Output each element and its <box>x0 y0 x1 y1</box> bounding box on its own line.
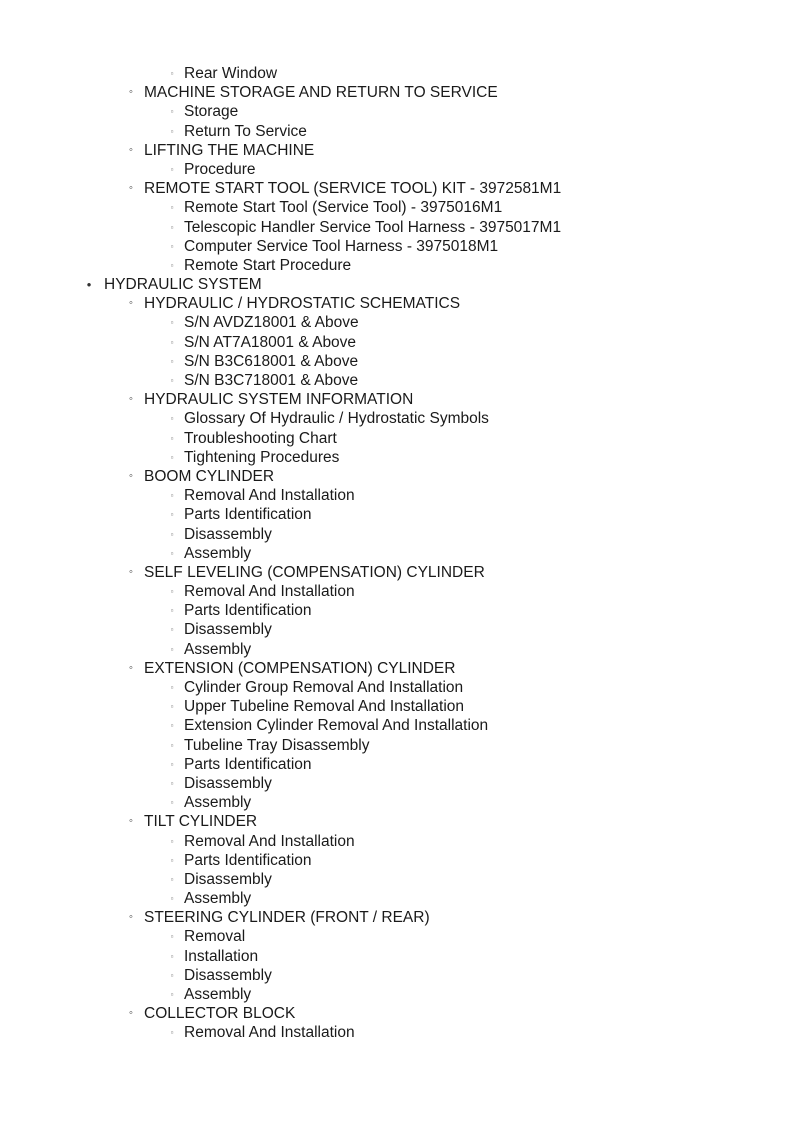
item-label: Remote Start Tool (Service Tool) - 3975016M1 <box>184 199 503 217</box>
item-label: Return To Service <box>184 122 307 140</box>
item-label: Disassembly <box>184 774 272 792</box>
subsection-heading <box>0 1004 794 1023</box>
item-label: Parts Identification <box>184 602 312 620</box>
subsection-heading <box>0 812 794 831</box>
item-label: Troubleshooting Chart <box>184 429 337 447</box>
square-bullet-icon: ▫ <box>170 548 174 558</box>
item-label: SELF LEVELING (COMPENSATION) CYLINDER <box>144 563 485 581</box>
list-item <box>0 966 794 985</box>
square-bullet-icon: ▫ <box>170 702 174 712</box>
list-item <box>0 678 794 697</box>
list-item <box>0 601 794 620</box>
square-bullet-icon: ▫ <box>170 740 174 750</box>
square-bullet-icon: ▫ <box>170 414 174 424</box>
list-item <box>0 832 794 851</box>
item-label: Removal And Installation <box>184 583 355 601</box>
section-heading <box>0 275 794 294</box>
list-item <box>0 774 794 793</box>
list-item <box>0 486 794 505</box>
list-item <box>0 371 794 390</box>
circle-bullet-icon: ◦ <box>129 182 133 195</box>
item-label: S/N AVDZ18001 & Above <box>184 314 359 332</box>
item-label: S/N AT7A18001 & Above <box>184 333 357 351</box>
item-label: LIFTING THE MACHINE <box>144 141 315 159</box>
square-bullet-icon: ▫ <box>170 222 174 232</box>
item-label: Procedure <box>184 160 256 178</box>
disc-bullet-icon: • <box>86 277 92 293</box>
square-bullet-icon: ▫ <box>170 433 174 443</box>
item-label: Removal <box>184 928 246 946</box>
item-label: Telescopic Handler Service Tool Harness - 3975017M1 <box>184 218 562 236</box>
square-bullet-icon: ▫ <box>170 836 174 846</box>
square-bullet-icon: ▫ <box>170 951 174 961</box>
list-item <box>0 429 794 448</box>
item-label: S/N B3C618001 & Above <box>184 352 359 370</box>
subsection-heading <box>0 390 794 409</box>
square-bullet-icon: ▫ <box>170 625 174 635</box>
list-item <box>0 1023 794 1042</box>
square-bullet-icon: ▫ <box>170 644 174 654</box>
item-label: COLLECTOR BLOCK <box>144 1005 296 1023</box>
square-bullet-icon: ▫ <box>170 778 174 788</box>
square-bullet-icon: ▫ <box>170 107 174 117</box>
item-label: Parts Identification <box>184 851 312 869</box>
item-label: MACHINE STORAGE AND RETURN TO SERVICE <box>144 84 498 102</box>
list-item <box>0 352 794 371</box>
square-bullet-icon: ▫ <box>170 318 174 328</box>
list-item <box>0 448 794 467</box>
subsection-heading <box>0 294 794 313</box>
subsection-heading <box>0 141 794 160</box>
item-label: Glossary Of Hydraulic / Hydrostatic Symbols <box>184 410 489 428</box>
item-label: Removal And Installation <box>184 832 355 850</box>
item-label: Installation <box>184 947 259 965</box>
subsection-heading <box>0 563 794 582</box>
item-label: HYDRAULIC SYSTEM <box>104 276 262 294</box>
circle-bullet-icon: ◦ <box>129 297 133 310</box>
item-label: Assembly <box>184 544 252 562</box>
item-label: Storage <box>184 103 239 121</box>
square-bullet-icon: ▫ <box>170 510 174 520</box>
item-label: Rear Window <box>184 65 278 82</box>
square-bullet-icon: ▫ <box>170 260 174 270</box>
square-bullet-icon: ▫ <box>170 798 174 808</box>
square-bullet-icon: ▫ <box>170 69 174 78</box>
circle-bullet-icon: ◦ <box>129 143 133 156</box>
list-item <box>0 697 794 716</box>
square-bullet-icon: ▫ <box>170 874 174 884</box>
item-label: HYDRAULIC SYSTEM INFORMATION <box>144 391 414 409</box>
square-bullet-icon: ▫ <box>170 203 174 213</box>
circle-bullet-icon: ◦ <box>129 393 133 406</box>
list-item <box>0 218 794 237</box>
square-bullet-icon: ▫ <box>170 759 174 769</box>
item-label: Disassembly <box>184 966 272 984</box>
square-bullet-icon: ▫ <box>170 721 174 731</box>
list-item <box>0 102 794 121</box>
list-item <box>0 525 794 544</box>
list-item <box>0 736 794 755</box>
list-item <box>0 237 794 256</box>
item-label: Extension Cylinder Removal And Installation <box>184 717 489 735</box>
item-label: Assembly <box>184 986 252 1003</box>
list-item <box>0 716 794 735</box>
item-label: Removal And Installation <box>184 1024 355 1042</box>
square-bullet-icon: ▫ <box>170 491 174 501</box>
item-label: Tightening Procedures <box>184 448 340 466</box>
list-item <box>0 755 794 774</box>
square-bullet-icon: ▫ <box>170 337 174 347</box>
item-label: Assembly <box>184 640 252 658</box>
item-label: Tubeline Tray Disassembly <box>184 736 370 754</box>
list-item <box>0 947 794 966</box>
list-item <box>0 313 794 332</box>
list-item <box>0 198 794 217</box>
square-bullet-icon: ▫ <box>170 894 174 904</box>
item-label: TILT CYLINDER <box>144 813 258 831</box>
item-label: Computer Service Tool Harness - 3975018M1 <box>184 237 499 255</box>
item-label: STEERING CYLINDER (FRONT / REAR) <box>144 909 430 927</box>
subsection-heading <box>0 179 794 198</box>
item-label: Cylinder Group Removal And Installation <box>184 679 464 696</box>
list-item <box>0 889 794 908</box>
list-item <box>0 620 794 639</box>
list-item <box>0 985 794 1004</box>
circle-bullet-icon: ◦ <box>129 86 133 99</box>
list-item <box>0 64 794 83</box>
list-item <box>0 851 794 870</box>
list-item <box>0 870 794 889</box>
square-bullet-icon: ▫ <box>170 683 174 692</box>
circle-bullet-icon: ◦ <box>129 469 133 482</box>
item-label: HYDRAULIC / HYDROSTATIC SCHEMATICS <box>144 295 461 313</box>
item-label: Assembly <box>184 890 252 908</box>
square-bullet-icon: ▫ <box>170 529 174 539</box>
item-label: REMOTE START TOOL (SERVICE TOOL) KIT - 3972581M1 <box>144 180 562 198</box>
list-item <box>0 793 794 812</box>
square-bullet-icon: ▫ <box>170 970 174 980</box>
circle-bullet-icon: ◦ <box>129 661 133 674</box>
square-bullet-icon: ▫ <box>170 164 174 174</box>
item-label: Upper Tubeline Removal And Installation <box>184 698 465 716</box>
subsection-heading <box>0 908 794 927</box>
square-bullet-icon: ▫ <box>170 241 174 251</box>
item-label: Disassembly <box>184 525 272 543</box>
list-item <box>0 409 794 428</box>
item-label: Disassembly <box>184 870 272 888</box>
square-bullet-icon: ▫ <box>170 587 174 597</box>
square-bullet-icon: ▫ <box>170 1028 174 1038</box>
item-label: Parts Identification <box>184 506 312 524</box>
list-item <box>0 582 794 601</box>
item-label: BOOM CYLINDER <box>144 467 275 485</box>
item-label: S/N B3C718001 & Above <box>184 372 359 389</box>
square-bullet-icon: ▫ <box>170 855 174 865</box>
item-label: Parts Identification <box>184 755 312 773</box>
list-item <box>0 505 794 524</box>
table-of-contents <box>0 64 794 1043</box>
circle-bullet-icon: ◦ <box>129 911 133 924</box>
list-item <box>0 256 794 275</box>
square-bullet-icon: ▫ <box>170 990 174 999</box>
square-bullet-icon: ▫ <box>170 606 174 616</box>
item-label: Disassembly <box>184 621 272 639</box>
item-label: Remote Start Procedure <box>184 256 352 274</box>
square-bullet-icon: ▫ <box>170 356 174 366</box>
item-label: Assembly <box>184 794 252 812</box>
list-item <box>0 544 794 563</box>
circle-bullet-icon: ◦ <box>129 1007 133 1020</box>
list-item <box>0 927 794 946</box>
circle-bullet-icon: ◦ <box>129 815 133 828</box>
square-bullet-icon: ▫ <box>170 932 174 942</box>
item-label: Removal And Installation <box>184 487 355 505</box>
subsection-heading <box>0 467 794 486</box>
item-label: EXTENSION (COMPENSATION) CYLINDER <box>144 659 456 677</box>
subsection-heading <box>0 83 794 102</box>
square-bullet-icon: ▫ <box>170 452 174 462</box>
list-item <box>0 122 794 141</box>
list-item <box>0 160 794 179</box>
subsection-heading <box>0 659 794 678</box>
list-item <box>0 640 794 659</box>
list-item <box>0 333 794 352</box>
square-bullet-icon: ▫ <box>170 126 174 136</box>
circle-bullet-icon: ◦ <box>129 565 133 578</box>
square-bullet-icon: ▫ <box>170 376 174 385</box>
